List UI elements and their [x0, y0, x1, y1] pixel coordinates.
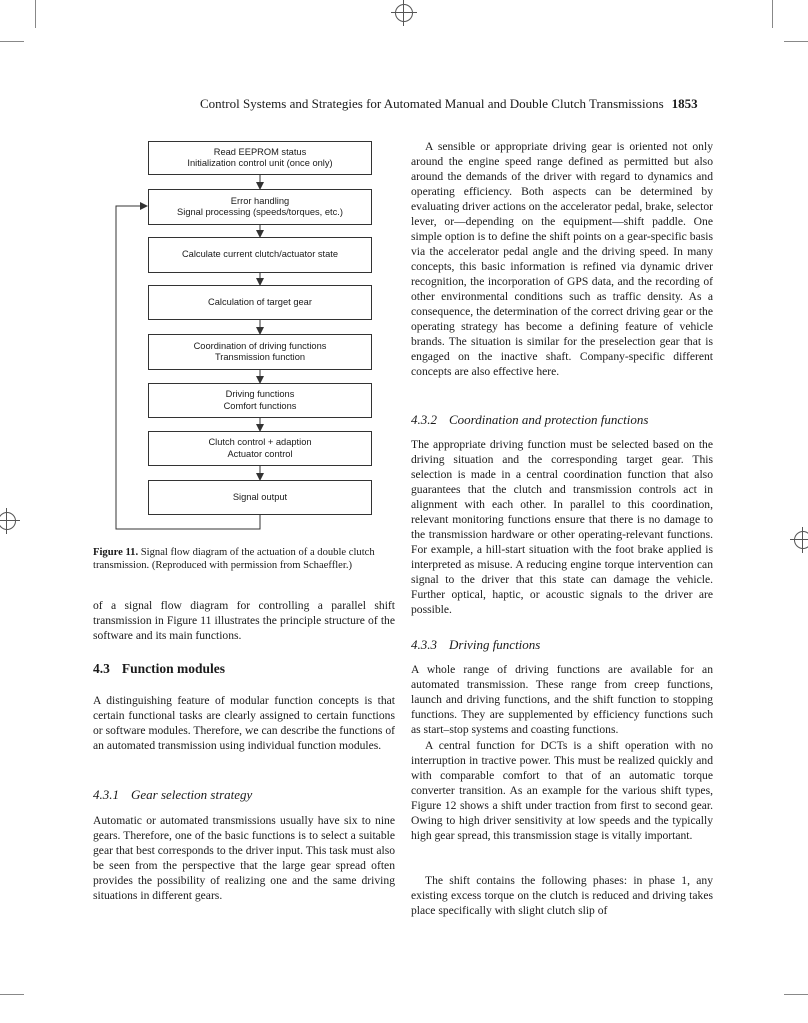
crop-mark	[784, 41, 808, 42]
registration-mark-icon	[0, 512, 16, 530]
crop-mark	[772, 0, 773, 28]
section-number: 4.3	[93, 661, 110, 676]
flow-box-text: Calculate current clutch/actuator state	[181, 249, 339, 260]
paragraph: The appropriate driving function must be selected based on the driving situation and the corresponding target gear. This selection is made in a central coordination function that also guarantees that the clutch and transmission controls act in alignment with each other. In parallel to this coordination, relevant monitoring functions ensure that there is no damage to the transmission hardware or other operating-relevant functions. For example, a hill-start situation with the foot brake applied is interpreted as misuse. A reducing engine torque intervention can signal to the driver that this state can damage the vehicle. Further optical, haptic, or acoustic signals to the driver are possible.	[411, 438, 713, 616]
subsection-title: Gear selection strategy	[131, 787, 253, 802]
flow-box-text: Read EEPROM status	[213, 146, 307, 157]
paragraph: The shift contains the following phases: in phase 1, any existing excess torque on the clutch is reduced and driving takes place specifically with slight clutch slip of	[411, 874, 713, 917]
crop-mark	[784, 994, 808, 995]
subsection-number: 4.3.2	[411, 412, 437, 427]
subsection-number: 4.3.1	[93, 787, 119, 802]
registration-mark-icon	[794, 531, 808, 549]
paragraph: A whole range of driving functions are available for an automated transmission. These range from creep functions, launch and driving functions, and the shift function to stopping functions. They are supplemented by efficiency functions such as start–stop systems and coasting functions.	[411, 663, 713, 736]
subsection-title: Coordination and protection functions	[449, 412, 649, 427]
flow-box-text: Actuator control	[227, 448, 293, 459]
flow-box-text: Coordination of driving functions	[193, 340, 327, 351]
flow-box-text: Comfort functions	[223, 400, 297, 411]
intro-paragraph: of a signal flow diagram for controlling a parallel shift transmission in Figure 11 illustrates the principle structure of the software and its main functions.	[93, 599, 395, 642]
crop-mark	[0, 994, 24, 995]
registration-mark-icon	[395, 4, 413, 22]
figure-caption-text: Signal flow diagram of the actuation of a double clutch transmission. (Reproduced with permission from Schaeffler.)	[93, 547, 375, 571]
flow-box-driving-functions	[148, 383, 372, 418]
flow-box-target-gear	[148, 285, 372, 320]
crop-mark	[35, 0, 36, 28]
subsection-heading	[411, 637, 552, 653]
subsection-heading	[411, 412, 660, 428]
flow-box-read-eeprom	[148, 141, 372, 175]
flow-box-text: Clutch control + adaption	[208, 437, 312, 447]
flow-box-clutch-control	[148, 431, 372, 466]
flow-box-text: Error handling	[230, 195, 290, 206]
flow-box-clutch-state	[148, 237, 372, 273]
paragraph: A sensible or appropriate driving gear is oriented not only around the engine speed range defined as permitted but also around the demands of the driver with regard to dynamics and operating efficiency. Both aspects can be determined by evaluating driver actions on the accelerator pedal, brake, selector lever, or—depending on the equipment—shift paddle. One simple option is to define the shift points on a gear-specific basis via the accelerator pedal angle and the driving speed. In many concepts, this basic information is refined via dynamic driver recognition, the incorporation of GPS data, and the recording of other environmental conditions such as traffic density. As a consequence, the determination of the correct driving gear or the operating strategy has become a defining feature of vehicle brands. The situation is similar for the preselection gear that is engaged on the inactive shaft. Company-specific different concepts are also effective here.	[411, 140, 713, 378]
figure-caption	[93, 546, 395, 572]
flow-box-text: Signal processing (speeds/torques, etc.)	[177, 207, 343, 217]
subsection-title: Driving functions	[449, 637, 541, 652]
flow-box-error-handling	[148, 189, 372, 225]
flow-box-text: Transmission function	[214, 352, 306, 362]
crop-mark	[0, 41, 24, 42]
page-number: 1853	[671, 96, 698, 111]
subsection-paragraph: Automatic or automated transmissions usually have six to nine gears. Therefore, one of the basic functions is to select a suitable gear that best corresponds to the driver input. This task must also be seen from the perspective that the large gear spread often provides the possibility of realizing one and the same driving situations in different gears.	[93, 814, 395, 902]
flow-box-coordination	[148, 334, 372, 370]
figure-label: Figure 11.	[93, 547, 139, 558]
flow-box-text: Signal output	[232, 491, 288, 502]
section-heading	[93, 661, 237, 677]
subsection-number: 4.3.3	[411, 637, 437, 652]
section-title: Function modules	[121, 661, 226, 676]
running-head-title: Control Systems and Strategies for Automated Manual and Double Clutch Transmissions	[200, 96, 664, 111]
flow-box-signal-output	[148, 480, 372, 515]
running-head	[200, 96, 698, 112]
flow-box-text: Initialization control unit (once only)	[187, 158, 333, 168]
paragraph: A central function for DCTs is a shift operation with no interruption in tractive power. This must be realized quickly and with comparable comfort to that of an automatic torque converter transition. As an example for the various shift types, Figure 12 shows a shift under traction from first to second gear. Owing to high driver sensitivity at low speeds and the typically high gear spread, this transmission stage is vitally important.	[411, 739, 713, 842]
flow-box-text: Calculation of target gear	[208, 296, 312, 307]
flow-box-text: Driving functions	[225, 389, 295, 399]
subsection-heading	[93, 787, 264, 803]
section-paragraph: A distinguishing feature of modular function concepts is that certain functional tasks are clearly assigned to certain functions or software modules. Therefore, we can describe the functions of an automated transmission using individual function modules.	[93, 694, 395, 752]
